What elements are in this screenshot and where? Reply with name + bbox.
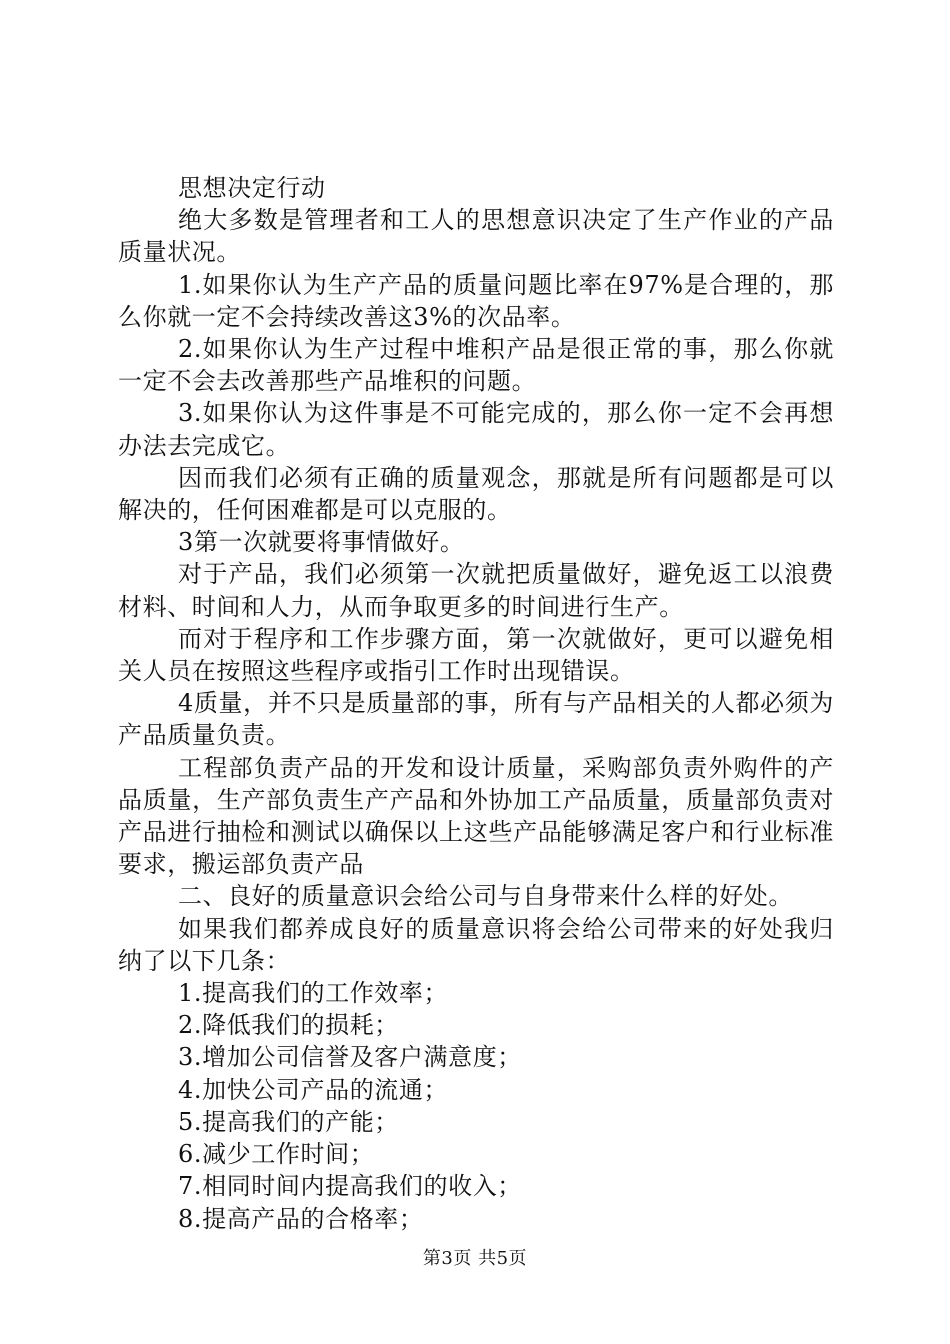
page-number-label: 第3页 共5页 (422, 1248, 528, 1269)
paragraph: 对于产品，我们必须第一次就把质量做好，避免返工以浪费材料、时间和人力，从而争取更多的时间进行生产。 (118, 560, 834, 621)
list-item: 6.减少工作时间； (178, 1140, 375, 1169)
list-item: 4.加快公司产品的流通； (178, 1075, 449, 1104)
paragraph: 绝大多数是管理者和工人的思想意识决定了生产作业的产品质量状况。 (118, 206, 834, 267)
paragraph: 因而我们必须有正确的质量观念，那就是所有问题都是可以解决的，任何困难都是可以克服的。 (118, 463, 834, 525)
paragraph: 思想决定行动 (178, 174, 326, 202)
paragraph: 1.如果你认为生产产品的质量问题比率在97%是合理的，那么你就一定不会持续改善这3%的次品率。 (118, 270, 834, 331)
paragraph: 3第一次就要将事情做好。 (178, 528, 465, 557)
paragraph: 4质量，并不只是质量部的事，所有与产品相关的人都必须为产品质量负责。 (118, 689, 834, 750)
list-item: 7.相同时间内提高我们的收入； (178, 1172, 522, 1201)
document-body (118, 172, 834, 1235)
list-item: 5.提高我们的产能； (178, 1107, 399, 1136)
paragraph: 工程部负责产品的开发和设计质量，采购部负责外购件的产品质量，生产部负责生产产品和外协加工产品质量，质量部负责对产品进行抽检和测试以确保以上这些产品能够满足客户和行业标准要求，搬运部负责产品 (118, 753, 834, 879)
paragraph: 二、良好的质量意识会给公司与自身带来什么样的好处。 (178, 882, 793, 911)
paragraph: 2.如果你认为生产过程中堆积产品是很正常的事，那么你就一定不会去改善那些产品堆积的问题。 (118, 335, 834, 396)
list-item: 1.提高我们的工作效率； (178, 979, 449, 1008)
list-item: 3.增加公司信誉及客户满意度； (178, 1043, 522, 1072)
paragraph: 而对于程序和工作步骤方面，第一次就做好，更可以避免相关人员在按照这些程序或指引工作时出现错误。 (118, 624, 834, 686)
paragraph: 3.如果你认为这件事是不可能完成的，那么你一定不会再想办法去完成它。 (118, 399, 834, 460)
list-item: 8.提高产品的合格率； (178, 1204, 424, 1233)
list-item: 2.降低我们的损耗； (178, 1011, 399, 1040)
paragraph: 如果我们都养成良好的质量意识将会给公司带来的好处我归纳了以下几条： (118, 914, 834, 975)
page-footer (0, 1244, 950, 1270)
